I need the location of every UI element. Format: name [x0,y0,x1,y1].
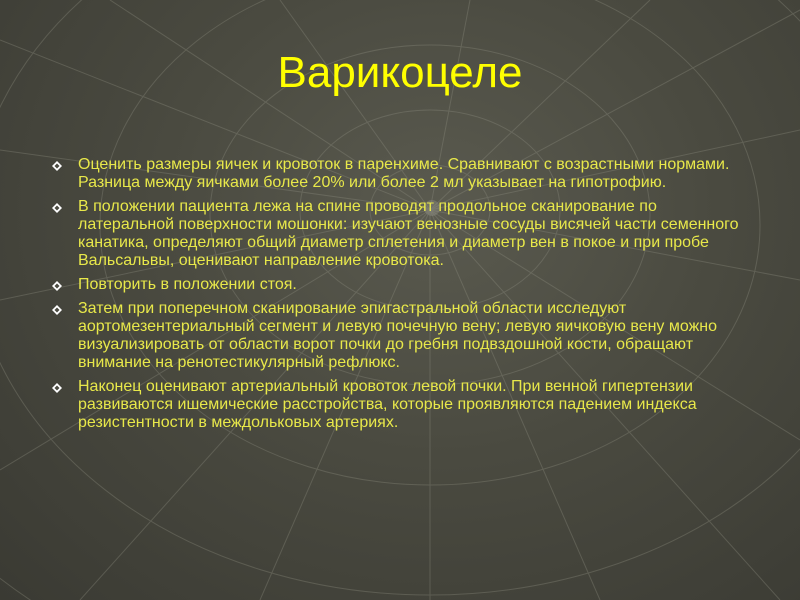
list-item [52,198,752,270]
diamond-bullet-icon [52,203,62,213]
list-item-text: Наконец оценивают артериальный кровоток левой почки. При венной гипертензии развиваются ишемические расстройства, которые проявляются падением индекса резистентности в междольковых артериях. [78,378,697,431]
diamond-bullet-icon [52,383,62,393]
list-item [52,300,752,372]
diamond-bullet-icon [52,305,62,315]
list-item-text: Оценить размеры яичек и кровоток в паренхиме. Сравнивают с возрастными нормами. Разница между яичками более 20% или более 2 мл указывает на гипотрофию. [78,156,730,191]
list-item-text: Повторить в положении стоя. [78,276,297,293]
list-item-text: В положении пациента лежа на спине проводят продольное сканирование по латеральной поверхности мошонки: изучают венозные сосуды висячей части семенного канатика, определяют общий диаметр сплетения и диаметр вен в покое и при пробе Вальсальвы, оценивают направление кровотока. [78,198,739,269]
diamond-bullet-icon [52,161,62,171]
diamond-bullet-icon [52,281,62,291]
slide-title: Варикоцеле [277,48,523,97]
list-item [52,378,752,432]
bullet-list [52,156,752,438]
list-item-text: Затем при поперечном сканирование эпигастральной области исследуют аортомезентериальный сегмент и левую почечную вену; левую яичковую вену можно визуализировать от области ворот почки до гребня подвздошной кости, обращают внимание на ренотестикулярный рефлюкс. [78,300,718,371]
list-item [52,276,752,294]
list-item [52,156,752,192]
